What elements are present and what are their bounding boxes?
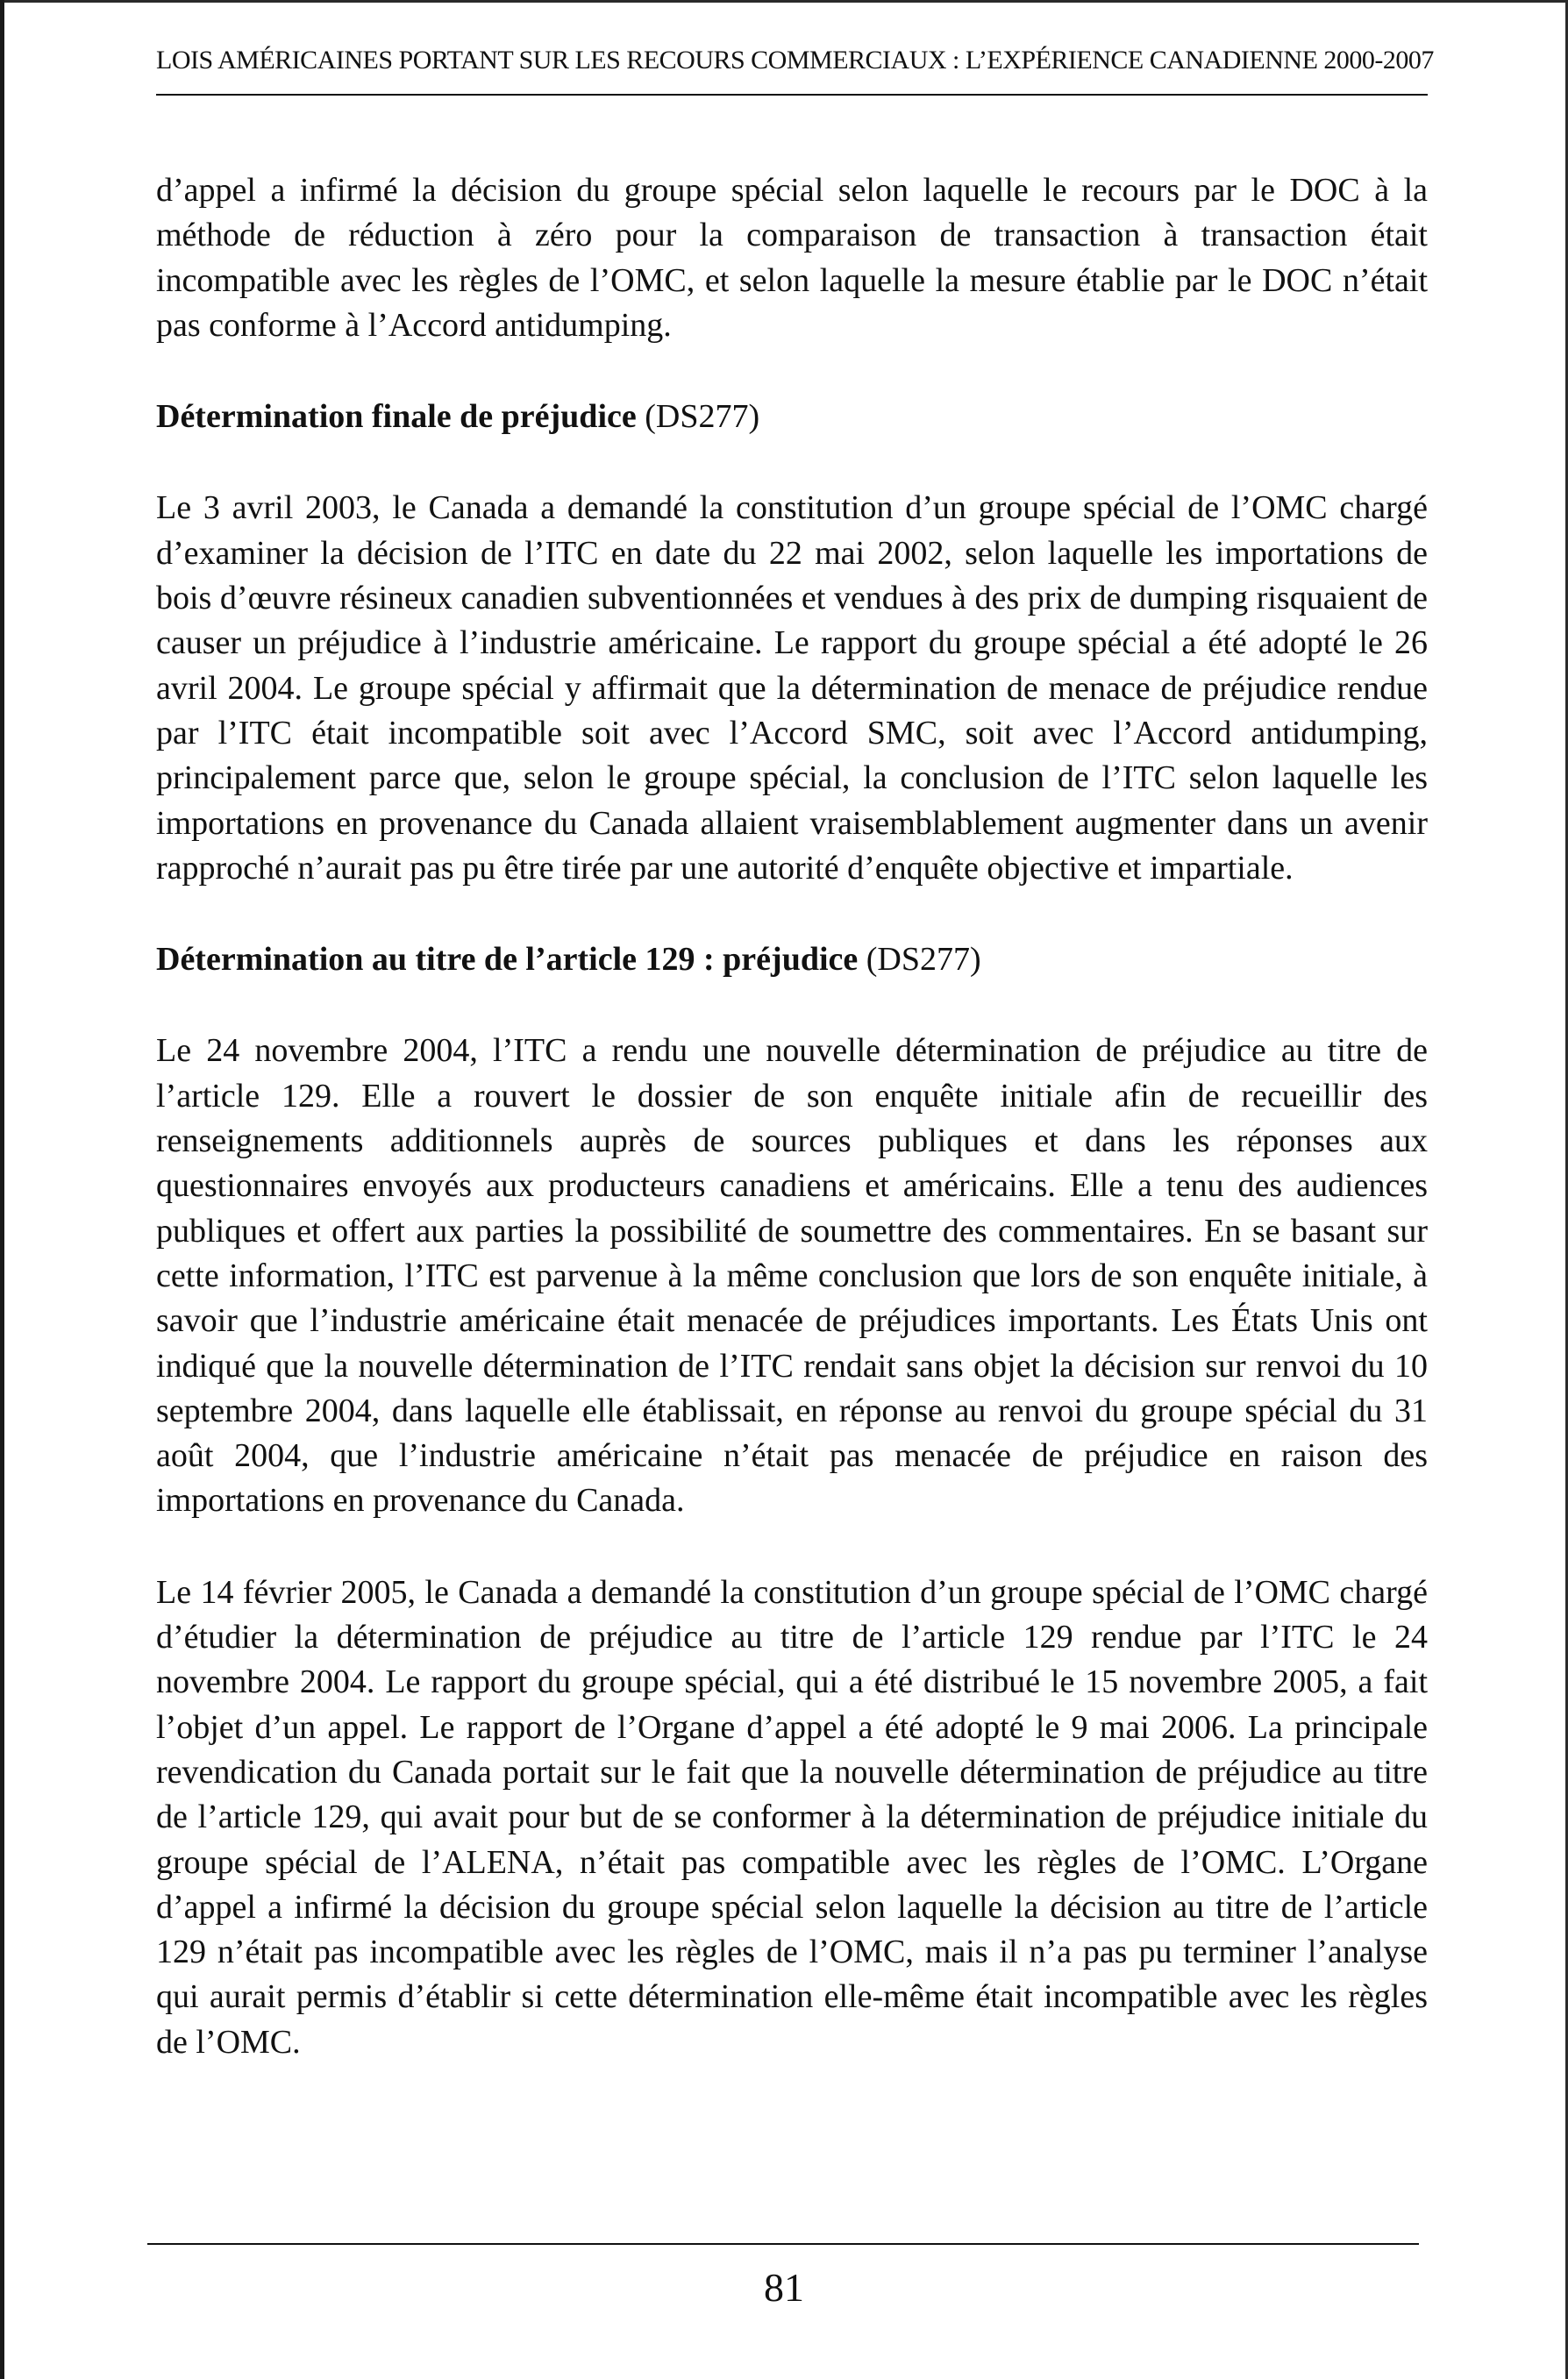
footer-rule xyxy=(147,2243,1419,2245)
running-header: LOIS AMÉRICAINES PORTANT SUR LES RECOURS COMMERCIAUX : L’EXPÉRIENCE CANADIENNE 2000-2007 xyxy=(156,46,1434,75)
header-rule xyxy=(156,94,1428,96)
section-heading-code: (DS277) xyxy=(636,398,760,436)
paragraph-continuation: d’appel a infirmé la décision du groupe spécial selon laquelle le recours par le DOC à la méthode de réduction à zéro pour la comparaison de transaction à transaction était incompatible avec les règles de l’OMC, et selon laquelle la mesure établie par le DOC n’était pas conforme à l’Accord antidumping. xyxy=(156,172,1428,344)
paragraph-article-129-wto-panel: Le 14 février 2005, le Canada a demandé la constitution d’un groupe spécial de l’OMC chargé d’étudier la détermination de préjudice au titre de l’article 129 rendue par l’ITC le 24 novembre 2004. Le rapport du groupe spécial, qui a été distribué le 15 novembre 2005, a fait l’objet d’un appel. Le rapport de l’Organe d’appel a été adopté le 9 mai 2006. La principale revendication du Canada portait sur le fait que la nouvelle détermination de préjudice au titre de l’article 129, qui avait pour but de se conformer à la détermination de préjudice initiale du groupe spécial de l’ALENA, n’était pas compatible avec les règles de l’OMC. L’Organe d’appel a infirmé la décision du groupe spécial selon laquelle la décision au titre de l’article 129 n’était pas incompatible avec les règles de l’OMC, mais il n’a pas pu terminer l’analyse qui aurait permis d’établir si cette détermination elle-même était incompatible avec les règles de l’OMC. xyxy=(156,1573,1428,2061)
section-heading-code: (DS277) xyxy=(858,941,981,979)
section-heading-title: Détermination au titre de l’article 129 : préjudice xyxy=(156,941,859,979)
paragraph-final-determination: Le 3 avril 2003, le Canada a demandé la constitution d’un groupe spécial de l’OMC chargé d’examiner la décision de l’ITC en date du 22 mai 2002, selon laquelle les importations de bois d’œuvre résineux canadien subventionnées et vendues à des prix de dumping risquaient de causer un préjudice à l’industrie américaine. Le rapport du groupe spécial a été adopté le 26 avril 2004. Le groupe spécial y affirmait que la détermination de menace de préjudice rendue par l’ITC était incompatible soit avec l’Accord SMC, soit avec l’Accord antidumping, principalement parce que, selon le groupe spécial, la conclusion de l’ITC selon laquelle les importations en provenance du Canada allaient vraisemblablement augmenter dans un avenir rapproché n’aurait pas pu être tirée par une autorité d’enquête objective et impartiale. xyxy=(156,489,1428,887)
page-number: 81 xyxy=(764,2265,804,2310)
section-heading-article-129 xyxy=(156,937,1428,982)
main-text xyxy=(156,168,1428,2112)
scan-left-edge xyxy=(0,0,4,2379)
section-heading-title: Détermination finale de préjudice xyxy=(156,398,637,436)
scan-top-edge xyxy=(0,0,1568,3)
section-heading-final-determination xyxy=(156,395,1428,439)
paragraph-article-129-determination: Le 24 novembre 2004, l’ITC a rendu une nouvelle détermination de préjudice au titre de l’article 129. Elle a rouvert le dossier de son enquête initiale afin de recueillir des renseignements additionnels auprès de sources publiques et dans les réponses aux questionnaires envoyés aux producteurs canadiens et américains. Elle a tenu des audiences publiques et offert aux parties la possibilité de soumettre des commentaires. En se basant sur cette information, l’ITC est parvenue à la même conclusion que lors de son enquête initiale, à savoir que l’industrie américaine était menacée de préjudices importants. Les États Unis ont indiqué que la nouvelle détermination de l’ITC rendait sans objet la décision sur renvoi du 10 septembre 2004, dans laquelle elle établissait, en réponse au renvoi du groupe spécial du 31 août 2004, que l’industrie américaine n’était pas menacée de préjudice en raison des importations en provenance du Canada. xyxy=(156,1032,1428,1520)
